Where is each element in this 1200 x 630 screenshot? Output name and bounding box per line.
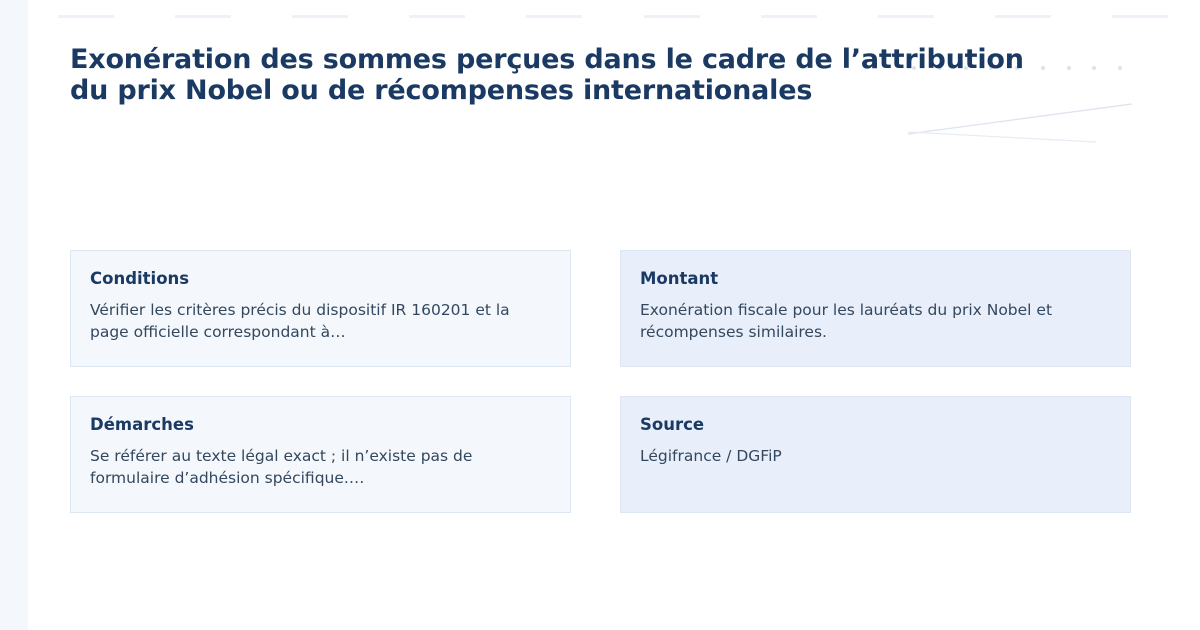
page-title: Exonération des sommes perçues dans le cadre de l’attribution du prix Nobel ou de récompenses internationales [70,44,1024,107]
header [70,44,1090,106]
dash-segment [995,15,1051,18]
card-montant [620,250,1131,367]
left-edge-stripe [0,0,28,630]
dash-segment [761,15,817,18]
card-demarches-text: Se référer au texte légal exact ; il n’existe pas de formulaire d’adhésion spécifique.… [90,446,473,487]
dash-segment [878,15,934,18]
top-dash-decoration [58,14,1168,18]
card-demarches [70,396,571,513]
dash-segment [644,15,700,18]
dash-segment [175,15,231,18]
dash-segment [58,15,114,18]
card-conditions-text: Vérifier les critères précis du dispositif IR 160201 et la page officielle correspondant à… [90,300,510,341]
card-source [620,396,1131,513]
card-conditions-heading: Conditions [90,269,190,288]
dash-segment [409,15,465,18]
card-montant-text: Exonération fiscale pour les lauréats du prix Nobel et récompenses similaires. [640,300,1053,341]
card-source-heading: Source [640,415,705,434]
dot [1118,66,1122,70]
card-conditions [70,250,571,367]
card-montant-heading: Montant [640,269,719,288]
dot [1092,66,1096,70]
card-demarches-heading: Démarches [90,415,194,434]
dash-segment [1112,15,1168,18]
info-card-grid [70,250,1131,513]
flourish-line [908,132,1096,142]
dash-segment [526,15,582,18]
dash-segment [292,15,348,18]
card-source-text: Légifrance / DGFiP [640,446,782,465]
flourish-line [908,104,1132,134]
